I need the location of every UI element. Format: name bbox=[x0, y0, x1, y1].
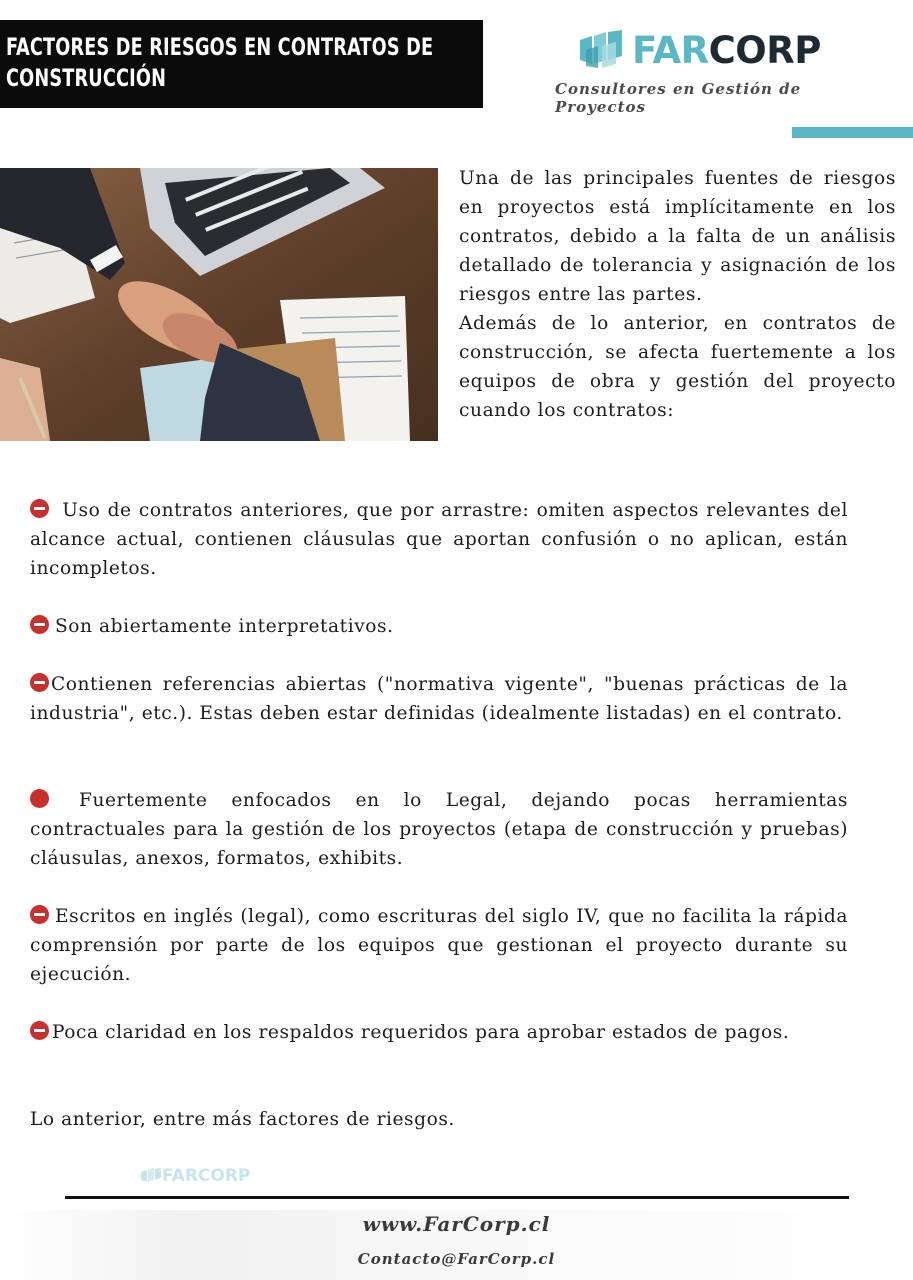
intro-paragraph-2: Además de lo anterior, en contratos de construcción, se afecta fuertemente a los equipos de obra y gestión del proyecto cuando los contratos: bbox=[459, 313, 896, 421]
title-line-2: CONSTRUCCIÓN bbox=[6, 64, 167, 92]
list-item bbox=[30, 496, 848, 583]
list-item-text: Escritos en inglés (legal), como escrituras del siglo IV, que no facilita la rápida comprensión por parte de los equipos que gestionan el proyecto durante su ejecución. bbox=[30, 906, 848, 985]
logo-text bbox=[632, 29, 821, 72]
list-item-text: Uso de contratos anteriores, que por arrastre: omiten aspectos relevantes del alcance actual, contienen cláusulas que aportan confusión o no aplican, están incompletos. bbox=[30, 500, 848, 579]
list-item bbox=[30, 670, 848, 728]
list-item-text: Contienen referencias abiertas ("normativa vigente", "buenas prácticas de la industria", etc.). Estas deben estar definidas (idealmente listadas) en el contrato. bbox=[30, 674, 848, 724]
no-entry-icon bbox=[30, 905, 49, 924]
logo-far: FAR bbox=[632, 28, 709, 72]
red-circle-icon bbox=[30, 789, 49, 808]
tagline: Consultores en Gestión de Proyectos bbox=[555, 80, 802, 116]
title-line-1: FACTORES DE RIESGOS EN CONTRATOS DE bbox=[6, 33, 434, 61]
footer-logo bbox=[140, 1166, 250, 1186]
website-link[interactable]: www.FarCorp.cl bbox=[362, 1212, 551, 1236]
footer-logo-text: FARCORP bbox=[162, 1166, 251, 1186]
intro-paragraph-1: Una de las principales fuentes de riesgos en proyectos está implícitamente en los contratos, debido a la falta de un análisis detallado de tolerancia y asignación de los riesgos entre las partes. bbox=[459, 168, 896, 305]
farcorp-logo bbox=[578, 28, 821, 72]
logo-corp: CORP bbox=[708, 28, 821, 72]
list-item-text: Poca claridad en los respaldos requeridos para aprobar estados de pagos. bbox=[52, 1022, 790, 1043]
logo-mark-icon bbox=[578, 30, 630, 70]
no-entry-icon bbox=[30, 499, 49, 518]
closing-text: Lo anterior, entre más factores de riesgos. bbox=[30, 1109, 455, 1130]
intro-text bbox=[459, 164, 896, 425]
list-item bbox=[30, 1018, 848, 1047]
no-entry-icon bbox=[30, 615, 49, 634]
footer-logo-mark-icon bbox=[140, 1168, 162, 1184]
accent-bar bbox=[792, 127, 913, 138]
no-entry-icon bbox=[30, 673, 49, 692]
email-link[interactable]: Contacto@FarCorp.cl bbox=[357, 1250, 556, 1268]
footer-divider bbox=[65, 1196, 849, 1199]
no-entry-icon bbox=[30, 1021, 49, 1040]
list-item bbox=[30, 612, 848, 641]
list-item bbox=[30, 786, 848, 873]
list-item-text: Fuertemente enfocados en lo Legal, dejando pocas herramientas contractuales para la gestión de los proyectos (etapa de construcción y pruebas) cláusulas, anexos, formatos, exhibits. bbox=[30, 790, 848, 869]
list-item-text: Son abiertamente interpretativos. bbox=[55, 616, 394, 637]
handshake-photo bbox=[0, 168, 438, 441]
list-item bbox=[30, 902, 848, 989]
page-title bbox=[0, 20, 483, 108]
